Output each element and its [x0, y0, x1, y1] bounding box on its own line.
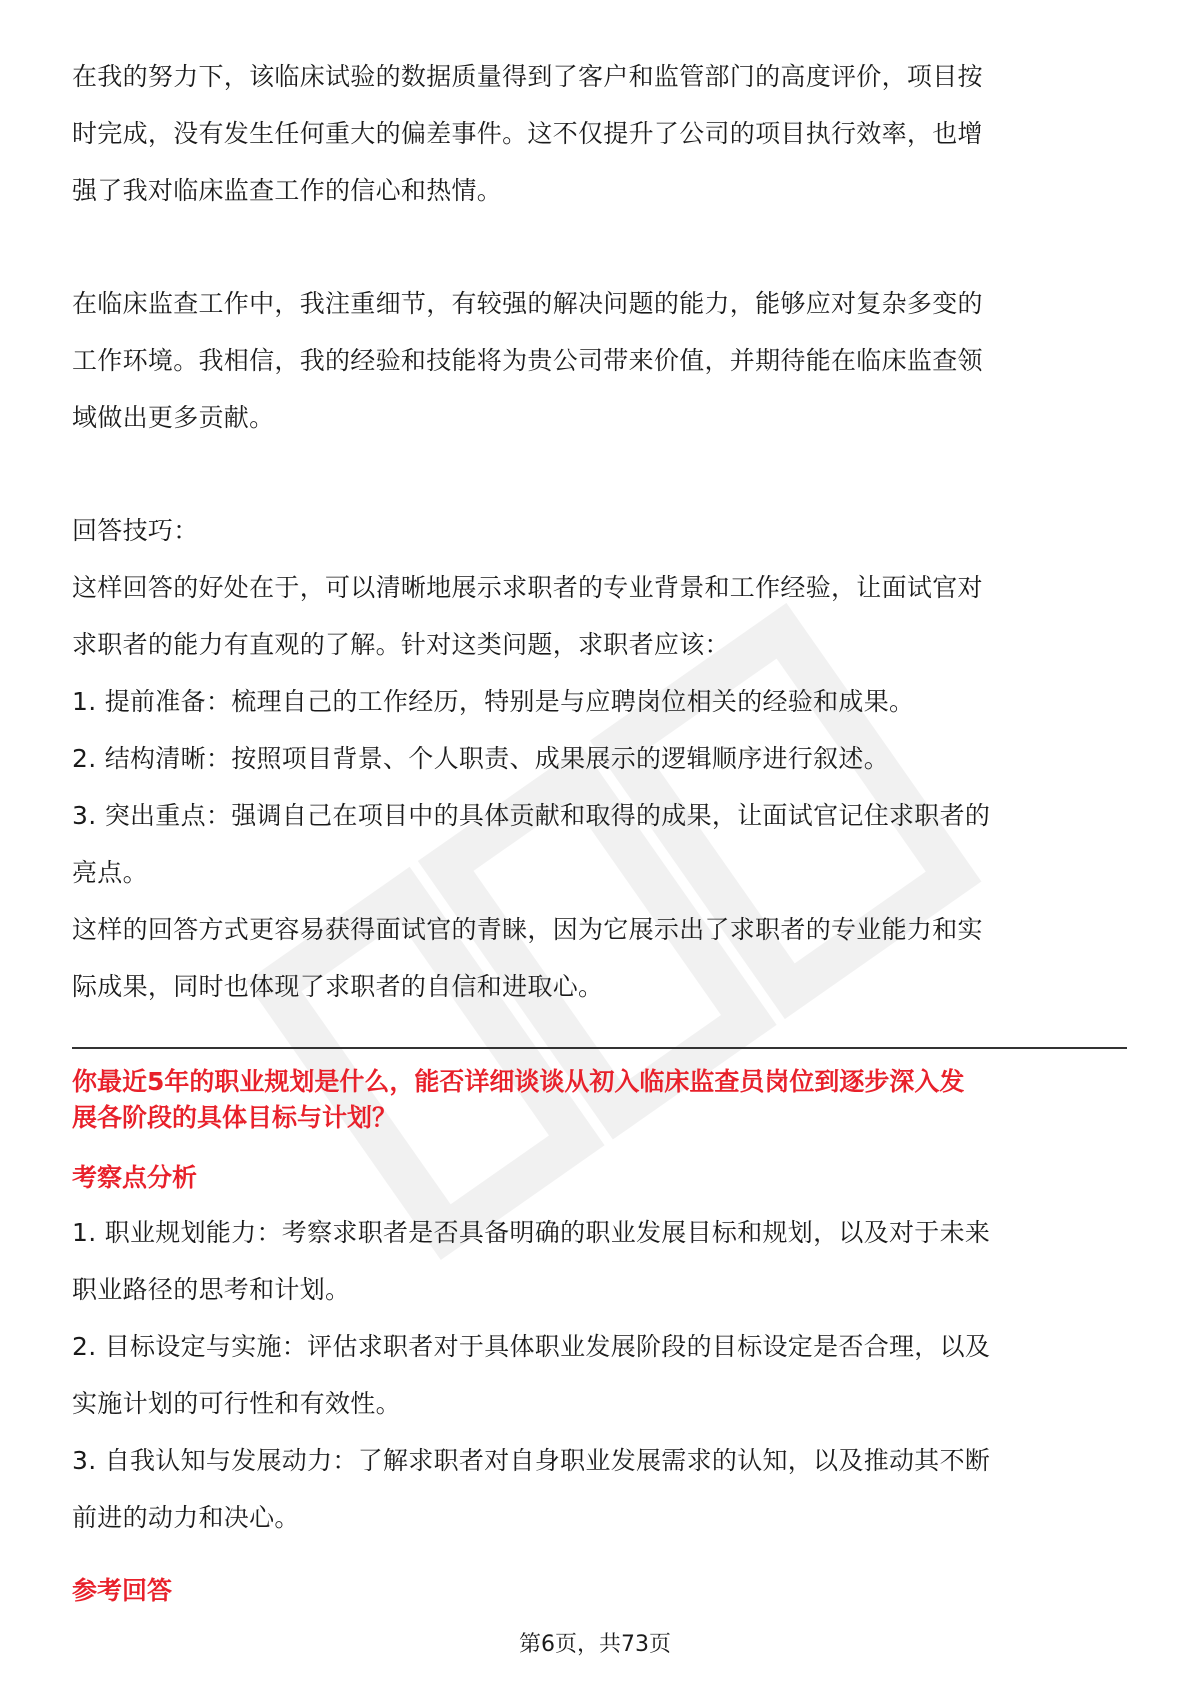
text-line: 这样回答的好处在于，可以清晰地展示求职者的专业背景和工作经验，让面试官对: [72, 573, 983, 602]
text-line: 在临床监查工作中，我注重细节，有较强的解决问题的能力，能够应对复杂多变的: [72, 289, 983, 318]
analysis-item-continuation: 实施计划的可行性和有效性。: [72, 1389, 401, 1418]
analysis-item: 2. 目标设定与实施：评估求职者对于具体职业发展阶段的目标设定是否合理，以及: [72, 1332, 991, 1361]
analysis-heading: 考察点分析: [72, 1163, 198, 1192]
tips-item: 1. 提前准备：梳理自己的工作经历，特别是与应聘岗位相关的经验和成果。: [72, 687, 915, 716]
tips-heading: 回答技巧：: [72, 516, 199, 545]
question-line: 展各阶段的具体目标与计划？: [72, 1103, 398, 1132]
text-line: 这样的回答方式更容易获得面试官的青睐，因为它展示出了求职者的专业能力和实: [72, 915, 983, 944]
text-line: 求职者的能力有直观的了解。针对这类问题，求职者应该：: [72, 630, 730, 659]
page-number: 第6页，共73页: [519, 1632, 671, 1657]
body-text: [72, 48, 1120, 1015]
question-title: [72, 1064, 1132, 1136]
analysis-item-continuation: 前进的动力和决心。: [72, 1503, 300, 1532]
text-line: 强了我对临床监查工作的信心和热情。: [72, 176, 503, 205]
question-line: 你最近5年的职业规划是什么，能否详细谈谈从初入临床监查员岗位到逐步深入发: [72, 1067, 965, 1096]
analysis-list: [72, 1204, 1132, 1546]
tips-item: 3. 突出重点：强调自己在项目中的具体贡献和取得的成果，让面试官记住求职者的: [72, 801, 991, 830]
tips-item: 2. 结构清晰：按照项目背景、个人职责、成果展示的逻辑顺序进行叙述。: [72, 744, 890, 773]
analysis-item: 3. 自我认知与发展动力：了解求职者对自身职业发展需求的认知，以及推动其不断: [72, 1446, 991, 1475]
text-line: 在我的努力下，该临床试验的数据质量得到了客户和监管部门的高度评价，项目按: [72, 62, 983, 91]
tips-item-continuation: 亮点。: [72, 858, 148, 887]
analysis-item: 1. 职业规划能力：考察求职者是否具备明确的职业发展目标和规划，以及对于未来: [72, 1218, 991, 1247]
text-line: 域做出更多贡献。: [72, 403, 275, 432]
paragraph-result: [72, 48, 1120, 219]
tips-section: [72, 502, 1120, 1015]
paragraph-summary: [72, 275, 1120, 446]
analysis-item-continuation: 职业路径的思考和计划。: [72, 1275, 351, 1304]
section-divider: [72, 1047, 1127, 1049]
answer-heading: 参考回答: [72, 1576, 173, 1605]
text-line: 时完成，没有发生任何重大的偏差事件。这不仅提升了公司的项目执行效率，也增: [72, 119, 983, 148]
text-line: 际成果，同时也体现了求职者的自信和进取心。: [72, 972, 604, 1001]
text-line: 工作环境。我相信，我的经验和技能将为贵公司带来价值，并期待能在临床监查领: [72, 346, 983, 375]
